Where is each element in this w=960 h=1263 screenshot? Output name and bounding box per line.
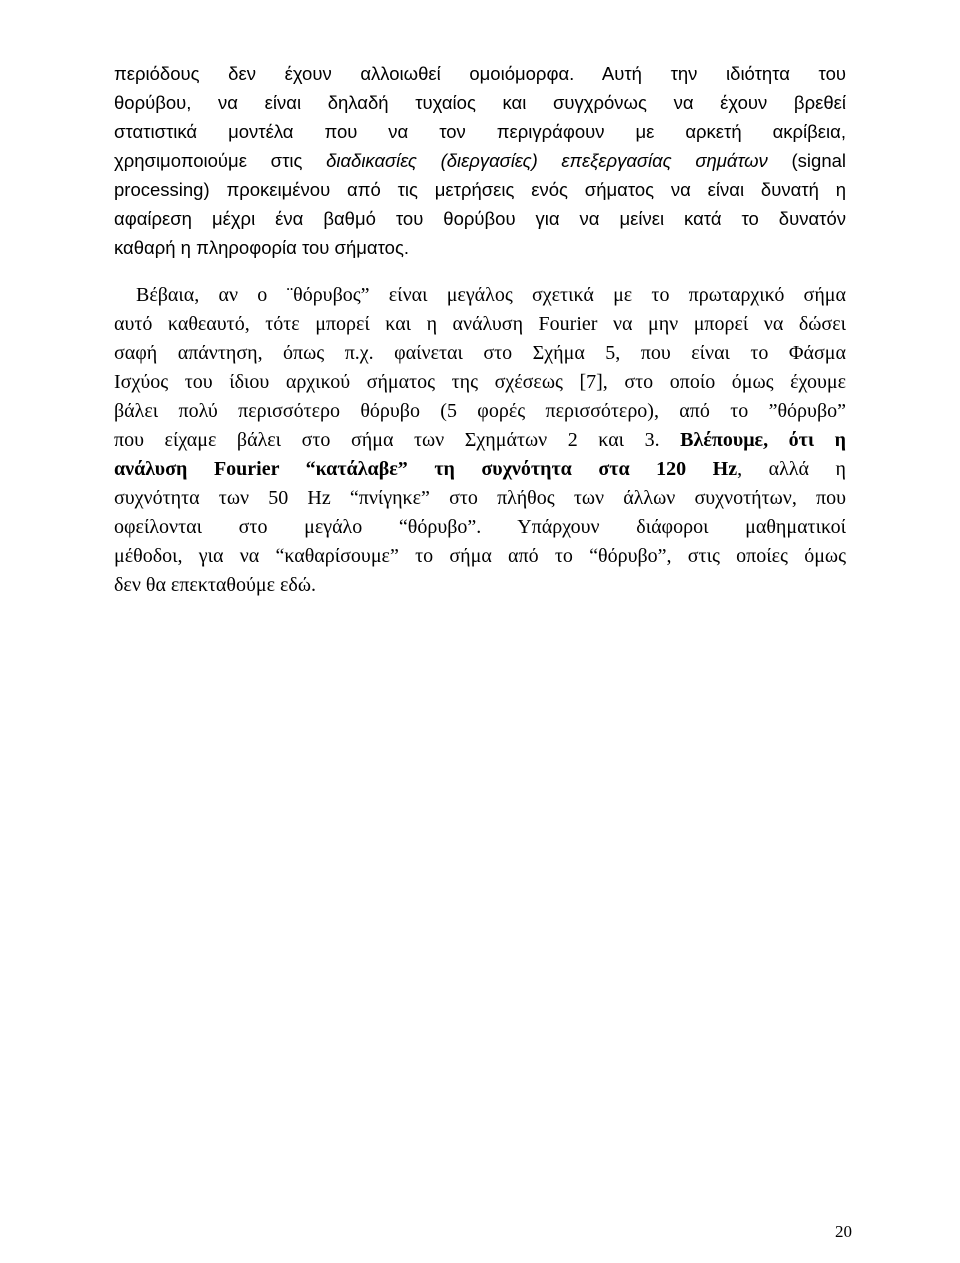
text-line (114, 146, 846, 175)
text-run: , αλλά η (737, 458, 847, 480)
text-run: (signal (767, 150, 847, 171)
text-line: οφείλονται στο μεγάλο “θόρυβο”. Υπάρχουν διάφοροι μαθηματικοί (114, 516, 846, 538)
text-line: Ισχύος του ίδιου αρχικού σήματος της σχέσεως [7], στο οποίο όμως έχουμε (114, 371, 846, 393)
text-line (114, 426, 846, 455)
bold-statement: Βλέπουμε, ότι η (680, 429, 846, 451)
text-line: καθαρή η πληροφορία του σήματος. (114, 237, 409, 258)
text-line: στατιστικά μοντέλα που να τον περιγράφουν με αρκετή ακρίβεια, (114, 121, 846, 142)
text-line: μέθοδοι, για να “καθαρίσουμε” το σήμα από το “θόρυβο”, στις οποίες όμως (114, 545, 846, 567)
text-line: θορύβου, να είναι δηλαδή τυχαίος και συγχρόνως να έχουν βρεθεί (114, 92, 846, 113)
text-line: δεν θα επεκταθούμε εδώ. (114, 574, 317, 596)
text-line: σαφή απάντηση, όπως π.χ. φαίνεται στο Σχήμα 5, που είναι το Φάσμα (114, 342, 846, 364)
text-line: αφαίρεση μέχρι ένα βαθμό του θορύβου για να μείνει κατά το δυνατόν (114, 208, 846, 229)
text-run: χρησιμοποιούμε στις (114, 150, 327, 171)
page-number: 20 (835, 1222, 852, 1241)
bold-statement: ανάλυση Fourier “κατάλαβε” τη συχνότητα στα 120 Hz (114, 458, 738, 480)
text-run: που είχαμε βάλει στο σήμα των Σχημάτων 2 και 3. (114, 429, 681, 451)
text-line: αυτό καθεαυτό, τότε μπορεί και η ανάλυση Fourier να μην μπορεί να δώσει (114, 313, 846, 335)
text-line: περιόδους δεν έχουν αλλοιωθεί ομοιόμορφα. Αυτή την ιδιότητα του (114, 63, 846, 84)
italic-term-signal-processing: διαδικασίες (διεργασίες) επεξεργασίας σημάτων (326, 150, 768, 171)
text-line: Βέβαια, αν ο ¨θόρυβος” είναι μεγάλος σχετικά με το πρωταρχικό σήμα (136, 284, 846, 306)
text-line: βάλει πολύ περισσότερο θόρυβο (5 φορές περισσότερο), από το ”θόρυβο” (114, 400, 846, 422)
paragraph-noise-properties (114, 59, 846, 262)
paragraph-fourier-analysis (114, 281, 846, 600)
text-line: processing) προκειμένου από τις μετρήσεις ενός σήματος να είναι δυνατή η (114, 179, 846, 200)
text-line: συχνότητα των 50 Hz “πνίγηκε” στο πλήθος των άλλων συχνοτήτων, που (114, 487, 846, 509)
text-line (114, 455, 846, 484)
